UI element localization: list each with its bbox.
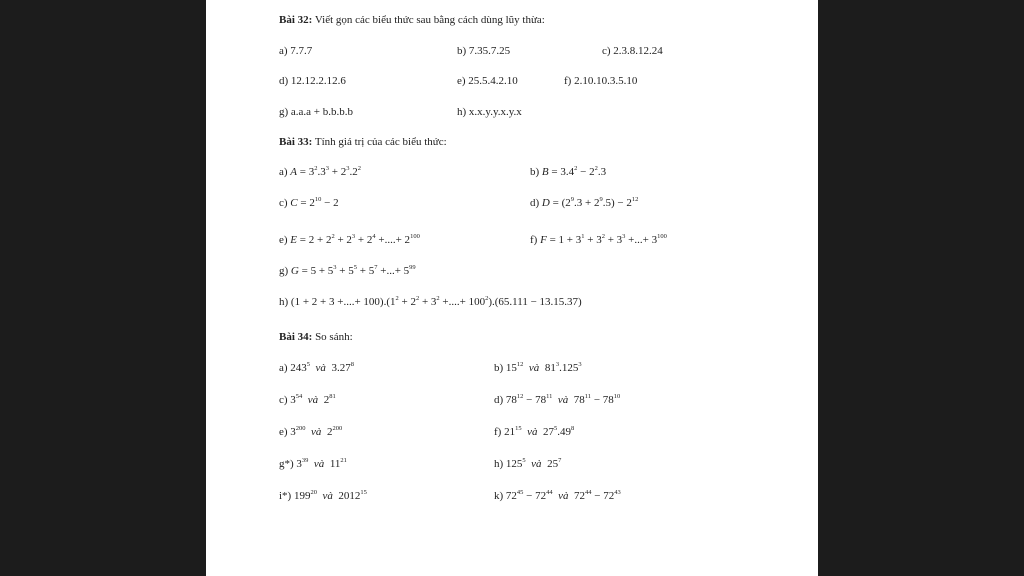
bai34-item-g: g*) $3^{39}$ và $11^{21}$	[279, 457, 347, 470]
bai32-item-c: c) 2.3.8.12.24	[602, 45, 663, 57]
bai32-title: Viết gọn các biểu thức sau bằng cách dùng lũy thừa:	[314, 14, 545, 26]
bai32-item-f: f) 2.10.10.3.5.10	[564, 75, 638, 87]
bai34-heading: Bài 34:	[279, 331, 313, 343]
bai33-item-f: f) $F = 1 + 3^1 + 3^2 + 3^3$ +...+ $3^{100}$	[530, 233, 667, 246]
bai32-item-a: a) 7.7.7	[279, 45, 313, 57]
bai33-title: Tính giá trị của các biểu thức:	[314, 136, 447, 148]
bai34-item-f: f) $21^{15}$ và $27^5.49^8$	[494, 425, 575, 438]
bai34-item-d: d) $78^{12} - 78^{11}$ và $78^{11} - 78^{10}$	[494, 393, 621, 406]
bai32-item-b: b) 7.35.7.25	[457, 45, 511, 57]
bai33-item-h: h) (1 + 2 + 3 +....+ $100).(1^2 + 2^2 + 3^2$ +....+ $100^2).(65.111 - 13.15.37)$	[279, 295, 582, 308]
bai33-item-b: b) $B = 3.4^2 - 2^2.3$	[530, 165, 607, 178]
bai34-item-b: b) $15^{12}$ và $81^3.125^3$	[494, 361, 582, 374]
bai33-item-c: c) $C = 2^{10} - 2$	[279, 196, 339, 209]
bai32-heading: Bài 32:	[279, 14, 313, 26]
bai33-item-e: e) $E = 2 + 2^2 + 2^3 + 2^4$ +....+ $2^{100}$	[279, 233, 420, 246]
bai32-heading-line	[279, 14, 545, 26]
bai34-item-e: e) $3^{200}$ và $2^{200}$	[279, 425, 343, 438]
bai33-item-d: d) $D = (2^9.3 + 2^9.5) - 2^{12}$	[530, 196, 639, 209]
bai34-item-k: k) $72^{45} - 72^{44}$ và $72^{44} - 72^{43}$	[494, 489, 621, 502]
bai32-item-h: h) x.x.y.y.x.y.x	[457, 106, 522, 118]
bai32-item-e: e) 25.5.4.2.10	[457, 75, 518, 87]
bai34-heading-line	[279, 331, 353, 343]
bai34-item-a: a) $243^5$ và 3.27$^8$	[279, 361, 354, 374]
bai34-title: So sánh:	[315, 331, 353, 343]
bai32-item-d: d) 12.12.2.12.6	[279, 75, 346, 87]
bai33-heading-line	[279, 136, 447, 148]
bai32-item-g: g) a.a.a + b.b.b.b	[279, 106, 354, 118]
bai33-heading: Bài 33:	[279, 136, 313, 148]
bai34-item-h: h) $125^5$ và $25^7$	[494, 457, 562, 470]
document-page	[206, 0, 818, 576]
bai33-item-a: a) $A = 3^2.3^3 + 2^3.2^2$	[279, 165, 361, 178]
bai34-item-i: i*) $199^{20}$ và 2012$^{15}$	[279, 489, 367, 502]
bai34-item-c: c) $3^{54}$ và $2^{81}$	[279, 393, 336, 406]
bai33-item-g: g) $G = 5 + 5^3 + 5^5 + 5^7$ +...+ $5^{99}$	[279, 264, 416, 277]
